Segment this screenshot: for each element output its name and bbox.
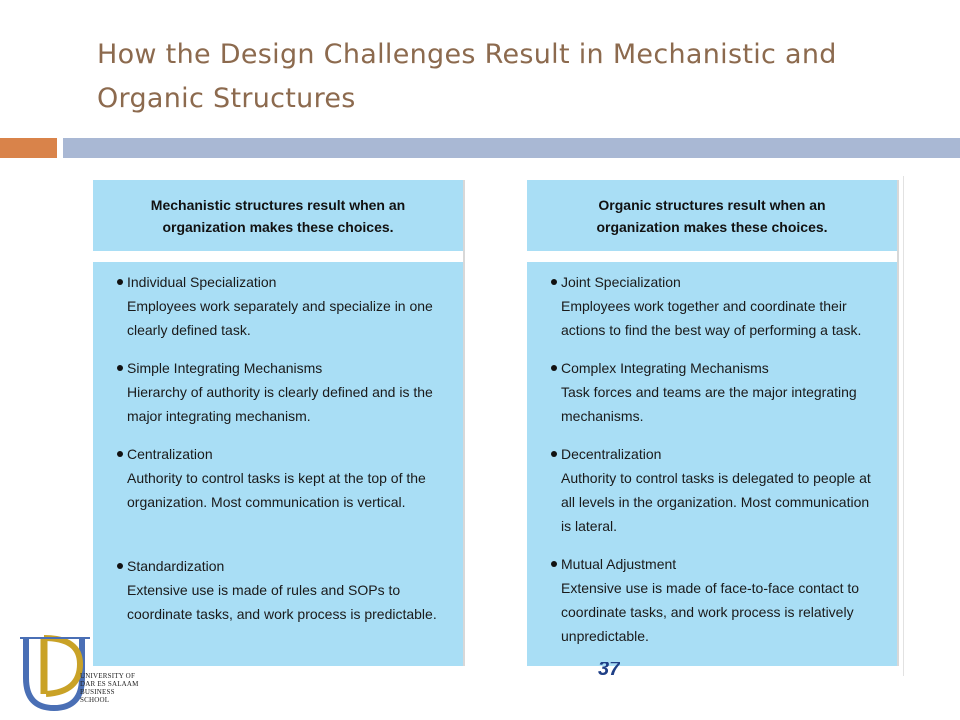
page-number: 37: [598, 662, 621, 680]
item-description: Employees work together and coordinate their actions to find the best way of performing a task.: [561, 298, 862, 338]
logo-line: DAR ES SALAAM: [80, 680, 139, 688]
list-item: [551, 356, 883, 428]
item-description: Authority to control tasks is kept at the top of the organization. Most communication is vertical.: [127, 470, 426, 510]
mechanistic-header: Mechanistic structures result when an organization makes these choices.: [93, 180, 463, 256]
mechanistic-panel: [93, 180, 465, 666]
list-item: [551, 270, 883, 342]
accent-bar-orange: [0, 138, 57, 158]
item-heading: Mutual Adjustment: [551, 552, 883, 576]
organic-panel: [527, 180, 899, 666]
item-description: Hierarchy of authority is clearly defined and is the major integrating mechanism.: [127, 384, 433, 424]
mechanistic-list: [93, 262, 463, 666]
logo-line: BUSINESS SCHOOL: [80, 688, 115, 704]
item-heading: Joint Specialization: [551, 270, 883, 294]
item-heading: Simple Integrating Mechanisms: [117, 356, 449, 380]
item-description: Employees work separately and specialize in one clearly defined task.: [127, 298, 433, 338]
list-item: [117, 270, 449, 342]
item-description: Authority to control tasks is delegated to people at all levels in the organization. Most communication is lateral.: [561, 470, 871, 534]
list-item: [117, 442, 449, 514]
list-item: [551, 442, 883, 538]
accent-bar-blue: [63, 138, 960, 158]
divider-line: [903, 176, 904, 676]
item-heading: Individual Specialization: [117, 270, 449, 294]
logo-text: [80, 672, 140, 704]
list-item: [117, 356, 449, 428]
item-heading: Decentralization: [551, 442, 883, 466]
item-heading: Centralization: [117, 442, 449, 466]
organic-list: [527, 262, 897, 666]
item-description: Task forces and teams are the major integrating mechanisms.: [561, 384, 857, 424]
list-item: [117, 554, 449, 626]
list-item: [551, 552, 883, 648]
item-description: Extensive use is made of rules and SOPs to coordinate tasks, and work process is predictable.: [127, 582, 437, 622]
item-heading: Standardization: [117, 554, 449, 578]
logo-line: UNIVERSITY OF: [80, 672, 136, 680]
organic-header: Organic structures result when an organization makes these choices.: [527, 180, 897, 256]
slide-title: How the Design Challenges Result in Mechanistic and Organic Structures: [97, 39, 837, 114]
item-heading: Complex Integrating Mechanisms: [551, 356, 883, 380]
item-description: Extensive use is made of face-to-face contact to coordinate tasks, and work process is relatively unpredictable.: [561, 580, 860, 644]
